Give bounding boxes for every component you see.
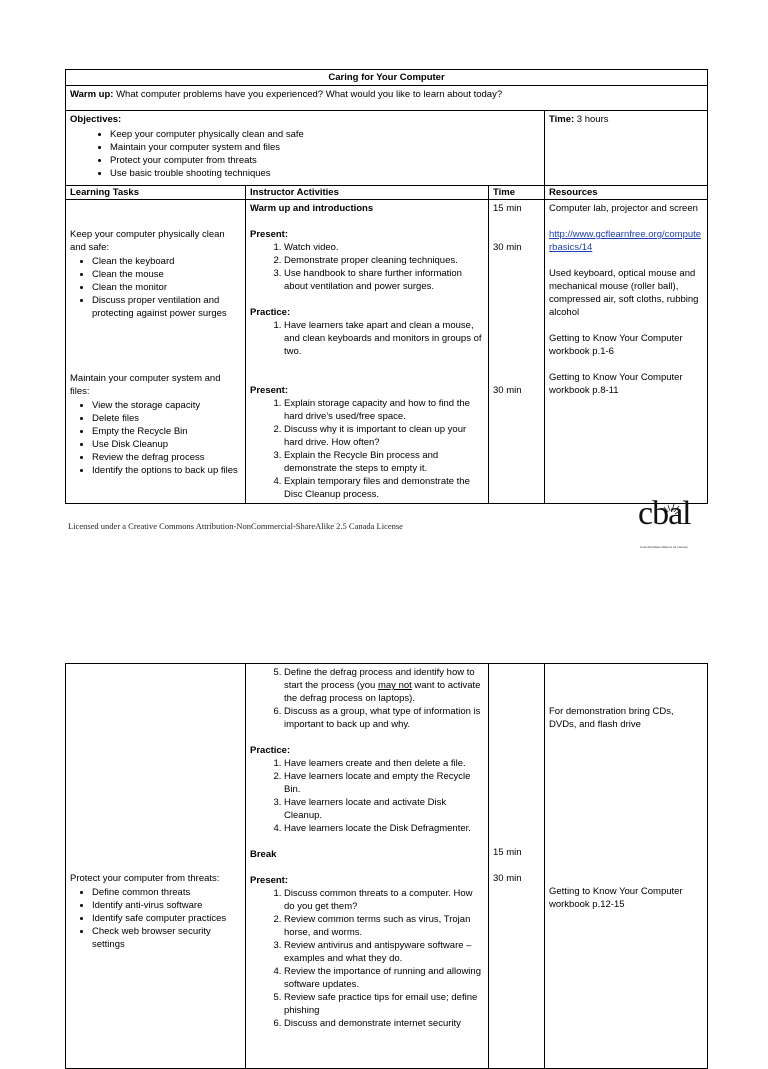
task-item: • Discuss proper ventilation and protecting against power surges: [92, 294, 241, 320]
warm-up-intro: Warm up and introductions: [250, 203, 374, 214]
time-cell: [489, 664, 545, 1069]
resource-link[interactable]: http://www.gcflearnfree.org/computerbasics/14: [549, 229, 702, 253]
task-item: • Delete files: [92, 412, 241, 425]
activity-item: 4. Explain temporary files and demonstrate the Disc Cleanup process.: [284, 475, 484, 501]
task-list: [70, 399, 241, 477]
practice-label: Practice:: [250, 307, 291, 318]
activity-item: 4. Review the importance of running and allowing software updates.: [284, 965, 484, 991]
resource-entry: Getting to Know Your Computer workbook p.8-11: [549, 372, 683, 396]
header-learning-tasks: Learning Tasks: [66, 186, 246, 200]
time-entry: 30 min: [493, 873, 522, 884]
activity-item: 2. Have learners locate and empty the Recycle Bin.: [284, 770, 484, 796]
instructor-activities-cell: [246, 664, 489, 1069]
lesson-plan-table-continued: [65, 663, 708, 1069]
time-entry: 15 min: [493, 847, 522, 858]
practice-list: [250, 757, 484, 835]
lesson-plan-table: [65, 69, 708, 504]
logo-wordmark: cbal: [638, 495, 691, 532]
header-instructor-activities: Instructor Activities: [246, 186, 489, 200]
activity-item: 6. Discuss and demonstrate internet security: [284, 1017, 484, 1030]
task-item: • Identify safe computer practices: [92, 912, 241, 925]
warm-up-label: Warm up:: [70, 89, 114, 100]
present-list: [250, 887, 484, 1030]
document-page-2: [0, 640, 768, 1029]
activity-item: 3. Review antivirus and antispyware software – examples and what they do.: [284, 939, 484, 965]
time-label: Time:: [549, 114, 575, 125]
cbal-logo: [638, 495, 702, 549]
task-list: [70, 255, 241, 320]
task-item: • Clean the keyboard: [92, 255, 241, 268]
emphasis-may-not: may not: [377, 680, 412, 691]
activity-item: 1. Have learners take apart and clean a mouse, and clean keyboards and monitors in groups of two.: [284, 319, 484, 358]
activity-item: 3. Have learners locate and activate Disk Cleanup.: [284, 796, 484, 822]
activity-item: 1. Watch video.: [284, 241, 484, 254]
task-item: • Clean the monitor: [92, 281, 241, 294]
warm-up-row: [66, 86, 708, 111]
logo-subtitle: Columbia Basin Alliance for Literacy: [640, 545, 688, 549]
task-list: [70, 886, 241, 951]
resource-entry: For demonstration bring CDs, DVDs, and flash drive: [549, 706, 674, 730]
time-cell: [489, 200, 545, 504]
time-value: 3 hours: [574, 114, 609, 125]
objective-item: • Protect your computer from threats: [110, 154, 540, 167]
header-resources: Resources: [545, 186, 708, 200]
resource-entry: Getting to Know Your Computer workbook p.1-6: [549, 333, 683, 357]
objective-item: • Maintain your computer system and files: [110, 141, 540, 154]
task-item: • Use Disk Cleanup: [92, 438, 241, 451]
resources-cell: [545, 664, 708, 1069]
task-item: • Check web browser security settings: [92, 925, 241, 951]
objectives-cell: [66, 111, 545, 186]
activity-item: 2. Review common terms such as virus, Trojan horse, and worms.: [284, 913, 484, 939]
instructor-activities-cell: [246, 200, 489, 504]
present-label: Present:: [250, 875, 289, 886]
page-gap: [0, 600, 768, 640]
activity-item: 1. Have learners create and then delete a file.: [284, 757, 484, 770]
objectives-list: [70, 128, 540, 180]
activity-item: 5. Review safe practice tips for email use; define phishing: [284, 991, 484, 1017]
activity-item: 5. Define the defrag process and identify how to start the process (you may not want to activate the defrag process on laptops).: [284, 666, 484, 705]
learning-tasks-cell: [66, 664, 246, 1069]
task-title: Protect your computer from threats:: [70, 873, 220, 884]
task-item: • Define common threats: [92, 886, 241, 899]
activity-item: 1. Discuss common threats to a computer. How do you get them?: [284, 887, 484, 913]
objectives-label: Objectives:: [70, 114, 122, 125]
present-list-continued: [250, 666, 484, 731]
task-item: • Identify the options to back up files: [92, 464, 241, 477]
present-label: Present:: [250, 385, 289, 396]
objective-item: • Keep your computer physically clean and safe: [110, 128, 540, 141]
time-entry: 30 min: [493, 385, 522, 396]
lesson-title: Caring for Your Computer: [66, 70, 708, 86]
task-title: Maintain your computer system and files:: [70, 373, 221, 397]
break-label: Break: [250, 849, 277, 860]
present-list: [250, 397, 484, 501]
task-item: • View the storage capacity: [92, 399, 241, 412]
practice-label: Practice:: [250, 745, 291, 756]
resource-entry: Getting to Know Your Computer workbook p.12-15: [549, 886, 683, 910]
task-item: • Identify anti-virus software: [92, 899, 241, 912]
activity-item: 3. Explain the Recycle Bin process and demonstrate the steps to empty it.: [284, 449, 484, 475]
time-total-cell: [545, 111, 708, 186]
time-entry: 30 min: [493, 242, 522, 253]
task-item: • Clean the mouse: [92, 268, 241, 281]
task-item: • Empty the Recycle Bin: [92, 425, 241, 438]
task-item: • Review the defrag process: [92, 451, 241, 464]
activity-item: 2. Demonstrate proper cleaning techniques.: [284, 254, 484, 267]
activity-item: 2. Discuss why it is important to clean up your hard drive. How often?: [284, 423, 484, 449]
license-text: Licensed under a Creative Commons Attribution-NonCommercial-ShareAlike 2.5 Canada License: [68, 521, 403, 531]
activity-item: 4. Have learners locate the Disk Defragmenter.: [284, 822, 484, 835]
activity-item: 3. Use handbook to share further information about ventilation and power surges.: [284, 267, 484, 293]
resource-entry: Used keyboard, optical mouse and mechanical mouse (roller ball), compressed air, soft cloths, rubbing alcohol: [549, 268, 699, 318]
header-time: Time: [489, 186, 545, 200]
activity-item: 6. Discuss as a group, what type of information is important to back up and why.: [284, 705, 484, 731]
practice-list: [250, 319, 484, 358]
present-label: Present:: [250, 229, 289, 240]
resource-entry: Computer lab, projector and screen: [549, 203, 698, 214]
time-entry: 15 min: [493, 203, 522, 214]
resources-cell: [545, 200, 708, 504]
learning-tasks-cell: [66, 200, 246, 504]
objective-item: • Use basic trouble shooting techniques: [110, 167, 540, 180]
warm-up-text: What computer problems have you experienced? What would you like to learn about today?: [113, 89, 503, 100]
activity-item: 1. Explain storage capacity and how to find the hard drive’s used/free space.: [284, 397, 484, 423]
task-title: Keep your computer physically clean and safe:: [70, 229, 225, 253]
present-list: [250, 241, 484, 293]
